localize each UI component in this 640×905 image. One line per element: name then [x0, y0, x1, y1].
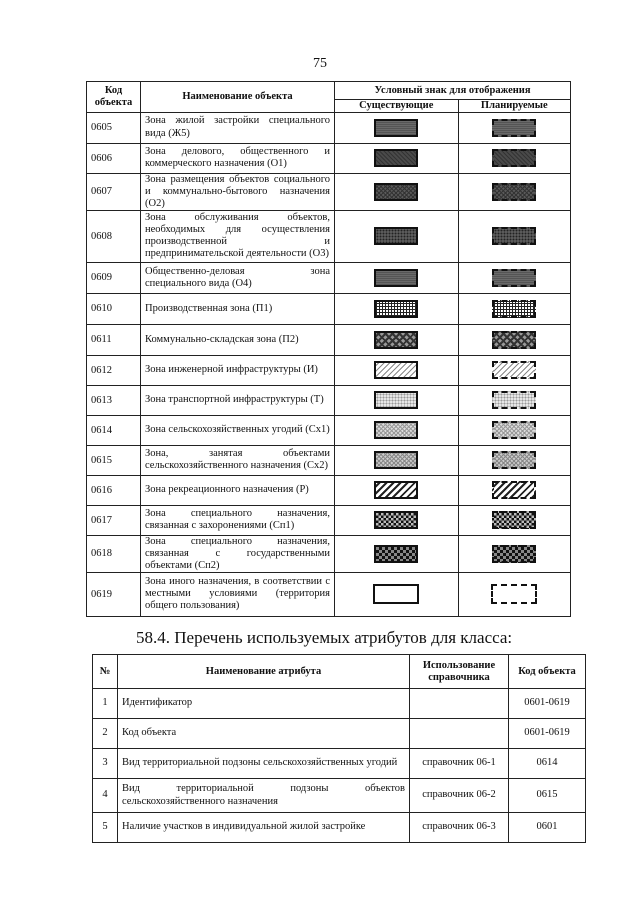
swatch-planned — [492, 545, 536, 563]
swatch-planned — [492, 421, 536, 439]
symbol-planned — [458, 173, 570, 210]
legend-row — [87, 112, 571, 143]
swatch-planned — [492, 149, 536, 167]
symbol-planned — [458, 293, 570, 324]
attr-ref: справочник 06-1 — [410, 749, 509, 779]
attr-num: 3 — [93, 749, 118, 779]
swatch-planned — [492, 361, 536, 379]
legend-row — [87, 505, 571, 535]
swatch-existing — [374, 361, 418, 379]
legend-table — [86, 81, 571, 617]
section-title: 58.4. Перечень используемых атрибутов для класса: — [136, 628, 513, 647]
symbol-planned — [458, 385, 570, 415]
legend-row — [87, 535, 571, 572]
row-name: Зона специального назначения, связанная с государственными объектами (Сп2) — [141, 535, 335, 572]
symbol-existing — [335, 505, 459, 535]
row-code: 0617 — [87, 505, 141, 535]
header-name: Наименование объекта — [141, 82, 335, 113]
attr-ref — [410, 689, 509, 719]
row-code: 0614 — [87, 415, 141, 445]
attr-code: 0601 — [509, 813, 586, 843]
swatch-existing — [374, 119, 418, 137]
swatch-existing — [374, 227, 418, 245]
attr-num: 1 — [93, 689, 118, 719]
attr-code: 0614 — [509, 749, 586, 779]
swatch-planned — [492, 331, 536, 349]
header-attr-code: Код объекта — [509, 655, 586, 689]
swatch-planned — [492, 269, 536, 287]
legend-row — [87, 143, 571, 173]
symbol-planned — [458, 572, 570, 616]
attr-name: Идентификатор — [118, 689, 410, 719]
header-attr-name: Наименование атрибута — [118, 655, 410, 689]
swatch-planned — [492, 183, 536, 201]
row-code: 0616 — [87, 475, 141, 505]
row-code: 0619 — [87, 572, 141, 616]
symbol-planned — [458, 262, 570, 293]
swatch-existing — [374, 481, 418, 499]
legend-row — [87, 210, 571, 262]
symbol-existing — [335, 572, 459, 616]
row-code: 0608 — [87, 210, 141, 262]
row-code: 0618 — [87, 535, 141, 572]
attr-ref: справочник 06-3 — [410, 813, 509, 843]
row-code: 0607 — [87, 173, 141, 210]
swatch-existing — [374, 183, 418, 201]
row-code: 0605 — [87, 112, 141, 143]
row-name: Зона жилой застройки специального вида (Ж5) — [141, 112, 335, 143]
legend-row — [87, 324, 571, 355]
symbol-existing — [335, 475, 459, 505]
row-name: Зона, занятая объектами сельскохозяйственного назначения (Сх2) — [141, 445, 335, 475]
symbol-existing — [335, 293, 459, 324]
header-num: № — [93, 655, 118, 689]
attr-name: Код объекта — [118, 719, 410, 749]
swatch-planned — [492, 511, 536, 529]
symbol-existing — [335, 143, 459, 173]
symbol-existing — [335, 415, 459, 445]
row-name: Коммунально-складская зона (П2) — [141, 324, 335, 355]
row-code: 0606 — [87, 143, 141, 173]
legend-row — [87, 385, 571, 415]
symbol-planned — [458, 324, 570, 355]
legend-row — [87, 293, 571, 324]
row-name: Зона инженерной инфраструктуры (И) — [141, 355, 335, 385]
symbol-existing — [335, 262, 459, 293]
swatch-planned — [491, 584, 537, 604]
row-name: Зона специального назначения, связанная с захоронениями (Сп1) — [141, 505, 335, 535]
legend-row — [87, 415, 571, 445]
symbol-existing — [335, 173, 459, 210]
swatch-planned — [492, 300, 536, 318]
header-code: Код объекта — [87, 82, 141, 113]
swatch-planned — [492, 481, 536, 499]
row-code: 0610 — [87, 293, 141, 324]
symbol-planned — [458, 445, 570, 475]
page-number: 75 — [313, 56, 327, 71]
swatch-planned — [492, 451, 536, 469]
attr-num: 2 — [93, 719, 118, 749]
legend-row — [87, 262, 571, 293]
row-code: 0611 — [87, 324, 141, 355]
attribute-row — [93, 779, 586, 813]
symbol-planned — [458, 355, 570, 385]
symbol-existing — [335, 445, 459, 475]
header-ref: Использование справочника — [410, 655, 509, 689]
symbol-planned — [458, 535, 570, 572]
swatch-existing — [374, 331, 418, 349]
row-name: Общественно-деловая зона специального вида (О4) — [141, 262, 335, 293]
swatch-existing — [374, 149, 418, 167]
attributes-table — [92, 654, 586, 843]
symbol-planned — [458, 475, 570, 505]
attribute-row — [93, 689, 586, 719]
header-planned: Планируемые — [458, 100, 570, 113]
row-code: 0612 — [87, 355, 141, 385]
legend-row — [87, 572, 571, 616]
swatch-existing — [374, 511, 418, 529]
legend-row — [87, 355, 571, 385]
attr-code: 0601-0619 — [509, 689, 586, 719]
attr-code: 0601-0619 — [509, 719, 586, 749]
swatch-existing — [374, 451, 418, 469]
swatch-planned — [492, 227, 536, 245]
attribute-row — [93, 813, 586, 843]
symbol-existing — [335, 355, 459, 385]
row-name: Зона делового, общественного и коммерческого назначения (О1) — [141, 143, 335, 173]
row-name: Зона размещения объектов социального и коммунально-бытового назначения (О2) — [141, 173, 335, 210]
swatch-existing — [373, 584, 419, 604]
swatch-planned — [492, 119, 536, 137]
header-symbol: Условный знак для отображения — [335, 82, 571, 100]
symbol-existing — [335, 112, 459, 143]
attr-num: 4 — [93, 779, 118, 813]
attr-name: Вид территориальной подзоны объектов сельскохозяйственного назначения — [118, 779, 410, 813]
swatch-existing — [374, 421, 418, 439]
attr-code: 0615 — [509, 779, 586, 813]
header-existing: Существующие — [335, 100, 459, 113]
legend-row — [87, 173, 571, 210]
symbol-existing — [335, 324, 459, 355]
row-code: 0615 — [87, 445, 141, 475]
row-name: Зона иного назначения, в соответствии с местными условиями (территория общего пользования) — [141, 572, 335, 616]
row-name: Зона обслуживания объектов, необходимых для осуществления производственной и предпринимательской деятельности (О3) — [141, 210, 335, 262]
swatch-existing — [374, 300, 418, 318]
symbol-existing — [335, 385, 459, 415]
row-name: Зона транспортной инфраструктуры (Т) — [141, 385, 335, 415]
swatch-planned — [492, 391, 536, 409]
swatch-existing — [374, 545, 418, 563]
row-name: Зона сельскохозяйственных угодий (Сх1) — [141, 415, 335, 445]
attr-ref: справочник 06-2 — [410, 779, 509, 813]
attr-name: Наличие участков в индивидуальной жилой застройке — [118, 813, 410, 843]
row-name: Зона рекреационного назначения (Р) — [141, 475, 335, 505]
attr-num: 5 — [93, 813, 118, 843]
swatch-existing — [374, 269, 418, 287]
attribute-row — [93, 749, 586, 779]
legend-row — [87, 475, 571, 505]
symbol-planned — [458, 143, 570, 173]
symbol-existing — [335, 210, 459, 262]
symbol-planned — [458, 415, 570, 445]
symbol-planned — [458, 112, 570, 143]
swatch-existing — [374, 391, 418, 409]
attribute-row — [93, 719, 586, 749]
row-code: 0613 — [87, 385, 141, 415]
row-code: 0609 — [87, 262, 141, 293]
symbol-planned — [458, 505, 570, 535]
symbol-planned — [458, 210, 570, 262]
symbol-existing — [335, 535, 459, 572]
row-name: Производственная зона (П1) — [141, 293, 335, 324]
attr-name: Вид территориальной подзоны сельскохозяйственных угодий — [118, 749, 410, 779]
legend-row — [87, 445, 571, 475]
attr-ref — [410, 719, 509, 749]
